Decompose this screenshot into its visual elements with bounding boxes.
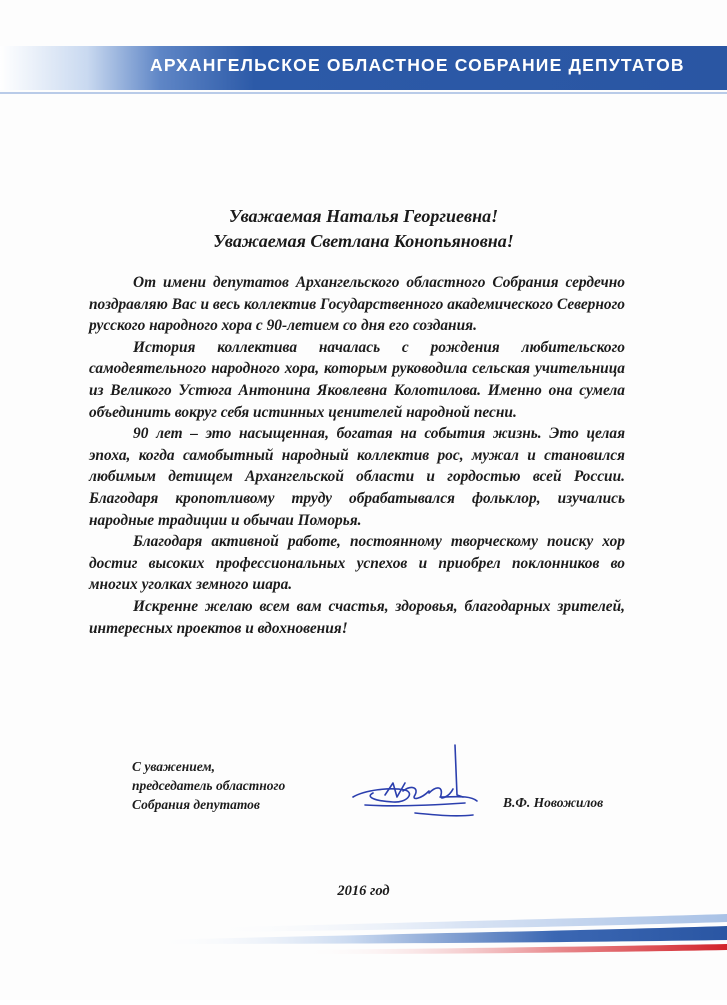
organization-title: АРХАНГЕЛЬСКОЕ ОБЛАСТНОЕ СОБРАНИЕ ДЕПУТАТОВ [150,55,685,75]
paragraph: Искренне желаю всем вам счастья, здоровья, благодарных зрителей, интересных проектов и вдохновения! [89,597,625,637]
handwritten-signature [345,735,485,835]
greeting-line-1: Уважаемая Наталья Георгиевна! [228,206,499,226]
paragraph: История коллектива началась с рождения любительского самодеятельного народного хора, которым руководила сельская учительница из Великого Устюга Антонина Яковлевна Колотилова. Именно она сумела объединить вокруг себя истинных ценителей народной песни. [89,338,625,421]
signer-organization: Собрания депутатов [132,797,260,812]
signer-position: председатель областного [132,778,286,793]
paragraph: 90 лет – это насыщенная, богатая на события жизнь. Это целая эпоха, когда самобытный народный коллектив рос, мужал и становился любимым детищем Архангельской области и гордостью всей России. Благодаря кропотливому труду обрабатывался фольклор, изучались народные традиции и обычаи Поморья. [89,425,625,529]
paragraph: От имени депутатов Архангельского областного Собрания сердечно поздравляю Вас и весь коллектив Государственного академического Северного русского народного хора с 90-летием со дня его создания. [89,274,625,335]
paragraph: Благодаря активной работе, постоянному творческому поиску хор достиг высоких профессиональных успехов и приобрел поклонников во многих уголках земного шара. [89,533,625,594]
closing-line: С уважением, [132,759,216,774]
footer-decoration [0,900,727,1000]
letter-body [89,272,625,639]
signature-block [132,757,285,814]
greeting-line-2: Уважаемая Светлана Конопьяновна! [213,231,514,251]
letter-year: 2016 год [337,883,390,899]
signer-name: В.Ф. Новожилов [503,795,604,810]
